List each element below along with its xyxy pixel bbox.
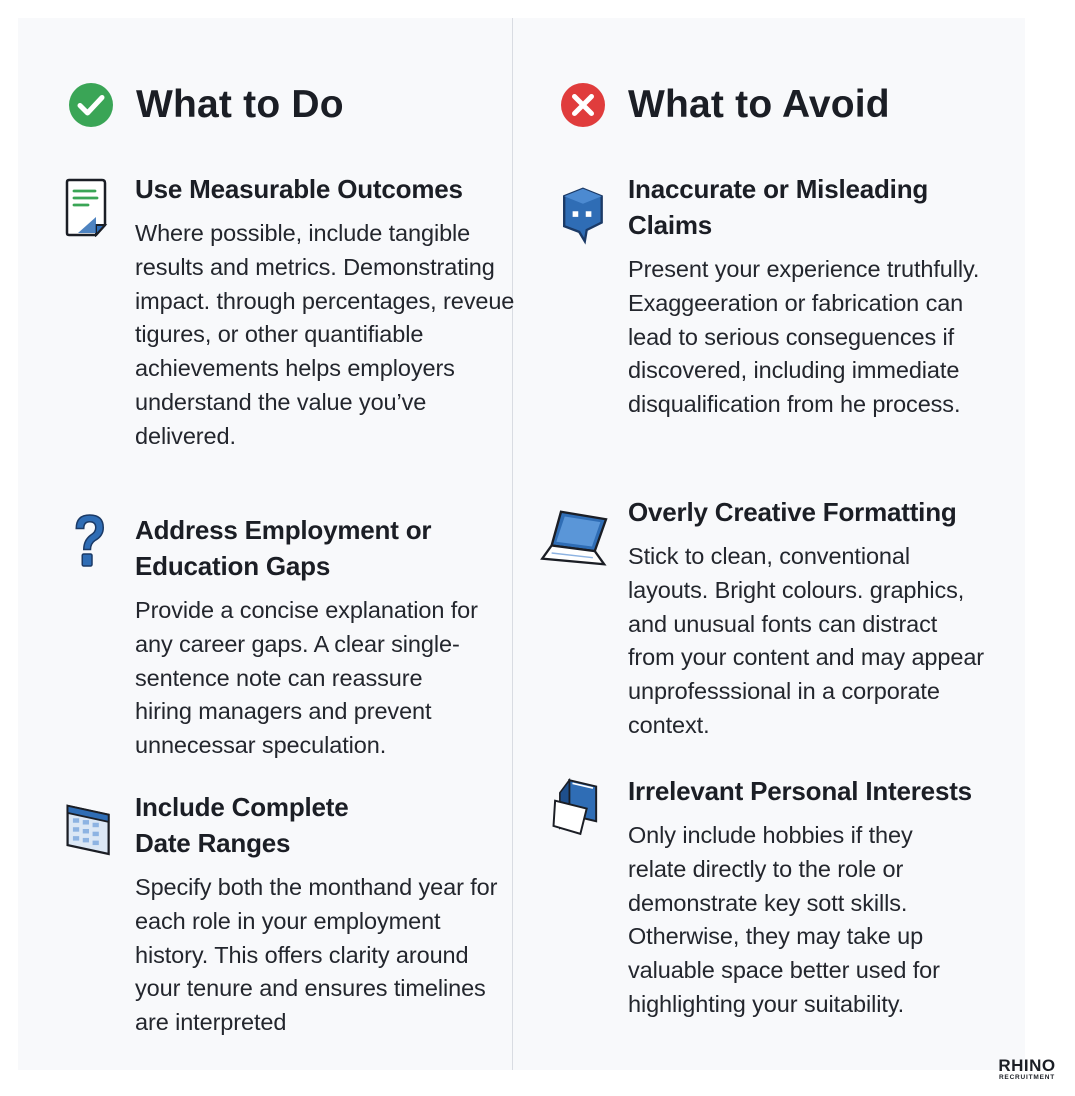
x-circle-icon xyxy=(560,82,606,128)
calendar-icon xyxy=(64,799,114,859)
item-body: Provide a concise explanation for any career gaps. A clear single-sentence note can reassure hiring managers and prevent unnecessar speculation. xyxy=(135,597,478,759)
speech-bubble-icon xyxy=(557,185,607,245)
book-icon xyxy=(545,777,611,837)
logo-tagline: RECRUITMENT xyxy=(998,1074,1056,1081)
laptop-icon xyxy=(537,508,615,568)
item-title: Inaccurate or Misleading Claims xyxy=(628,174,929,240)
item-title: Overly Creative Formatting xyxy=(628,497,957,527)
item-title: Include Complete Date Ranges xyxy=(135,792,349,858)
item-title: Irrelevant Personal Interests xyxy=(628,776,972,806)
item-body: Specify both the monthand year for each role in your employment history. This offers clarity around your tenure and ensures timelines are interpreted xyxy=(135,874,498,1036)
document-icon xyxy=(64,177,114,237)
check-circle-icon xyxy=(68,82,114,128)
item-body: Present your experience truthfully. Exaggeeration or fabrication can lead to serious conseguences if discovered, including immediate disqualification from he process. xyxy=(628,256,980,418)
avoid-title: What to Avoid xyxy=(628,83,890,126)
question-mark-icon xyxy=(64,512,114,572)
item-title: Use Measurable Outcomes xyxy=(135,174,463,204)
do-heading xyxy=(68,82,344,128)
rhino-recruitment-logo xyxy=(992,1057,1062,1082)
item-title: Address Employment or Education Gaps xyxy=(135,515,432,581)
item-body: Stick to clean, conventional layouts. Bright colours. graphics, and unusual fonts can distract from your content and may appear unprofesssional in a corporate context. xyxy=(628,543,985,738)
item-body: Where possible, include tangible results and metrics. Demonstrating impact. through percentages, reveue tigures, or other quantifiable achievements helps employers understand the value you’ve delivered. xyxy=(135,220,515,449)
item-body: Only include hobbies if they relate directly to the role or demonstrate key sott skills. Otherwise, they may take up valuable space better used for highlighting your suitability. xyxy=(628,822,940,1017)
do-title: What to Do xyxy=(136,83,344,126)
avoid-heading xyxy=(560,82,890,128)
logo-name: RHINO xyxy=(998,1056,1056,1075)
